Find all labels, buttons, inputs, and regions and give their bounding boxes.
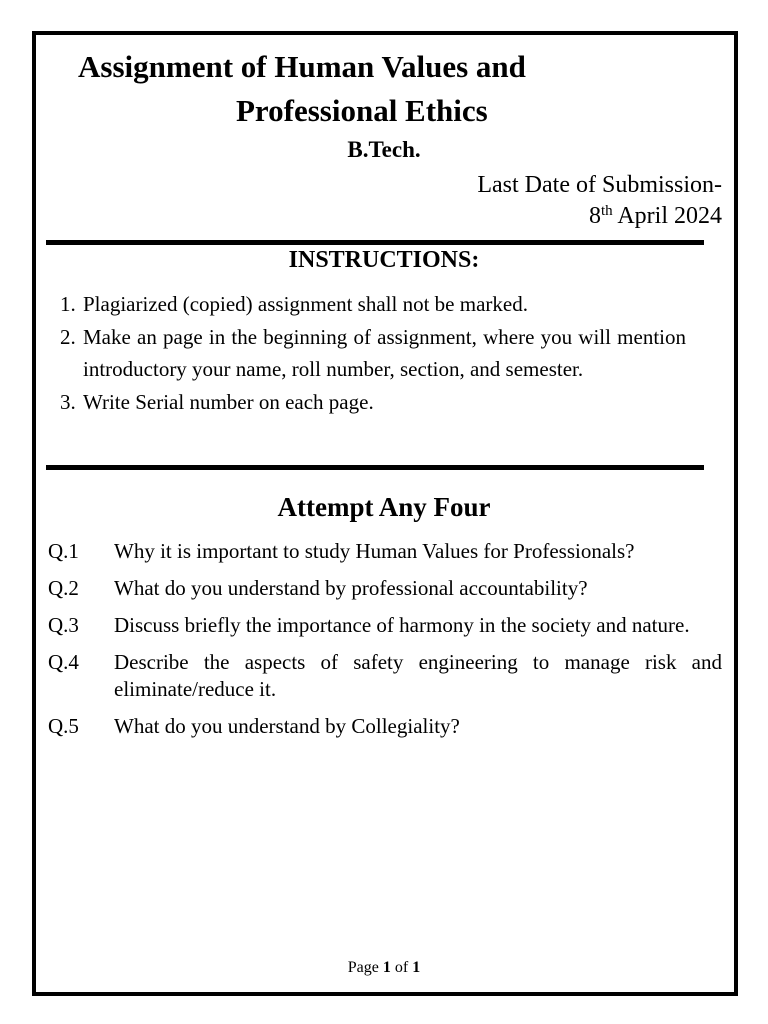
questions-heading: Attempt Any Four (277, 492, 491, 522)
instruction-number: 1. (60, 292, 76, 316)
deadline-label: Last Date of Submission- (477, 172, 722, 198)
submission-deadline (477, 170, 722, 232)
question-item (48, 713, 722, 740)
questions-list (48, 538, 722, 750)
total-pages: 1 (412, 959, 421, 976)
instruction-text: Make an page in the beginning of assignment, where you will mention introductory your name, roll number, section, and semester. (83, 324, 686, 381)
question-item (48, 649, 722, 703)
question-item (48, 575, 722, 602)
title-line-1: Assignment of Human Values and (78, 49, 526, 84)
instructions-heading: INSTRUCTIONS: (288, 247, 480, 273)
question-text: Describe the aspects of safety engineering to manage risk and eliminate/reduce it. (114, 650, 722, 701)
instruction-item (60, 386, 686, 419)
divider-top (46, 240, 704, 245)
instructions-list (60, 288, 686, 418)
question-item (48, 612, 722, 639)
page-footer (0, 959, 768, 977)
divider-bottom (46, 465, 704, 470)
instruction-item (60, 321, 686, 386)
deadline-day-suffix: th (600, 203, 613, 219)
question-number: Q.3 (48, 613, 79, 637)
course-label: B.Tech. (347, 137, 421, 162)
question-number: Q.4 (48, 650, 79, 674)
title-line-2: Professional Ethics (236, 93, 488, 128)
question-item (48, 538, 722, 565)
instruction-number: 3. (60, 389, 76, 414)
question-text: What do you understand by Collegiality? (114, 714, 460, 738)
question-text: Why it is important to study Human Values for Professionals? (114, 539, 635, 563)
instruction-text: Write Serial number on each page. (83, 389, 374, 414)
page-label: Page (347, 959, 383, 976)
question-number: Q.1 (48, 539, 79, 563)
instruction-item (60, 288, 686, 321)
question-number: Q.5 (48, 714, 79, 738)
of-label: of (390, 959, 413, 976)
question-text: Discuss briefly the importance of harmony in the society and nature. (114, 613, 690, 637)
question-text: What do you understand by professional accountability? (114, 576, 588, 600)
question-number: Q.2 (48, 576, 79, 600)
instruction-number: 2. (60, 324, 76, 349)
deadline-month-year: April 2024 (612, 203, 722, 229)
current-page: 1 (382, 959, 391, 976)
deadline-day: 8 (588, 203, 601, 229)
instruction-text: Plagiarized (copied) assignment shall not be marked. (83, 292, 528, 316)
deadline-date (477, 201, 722, 232)
